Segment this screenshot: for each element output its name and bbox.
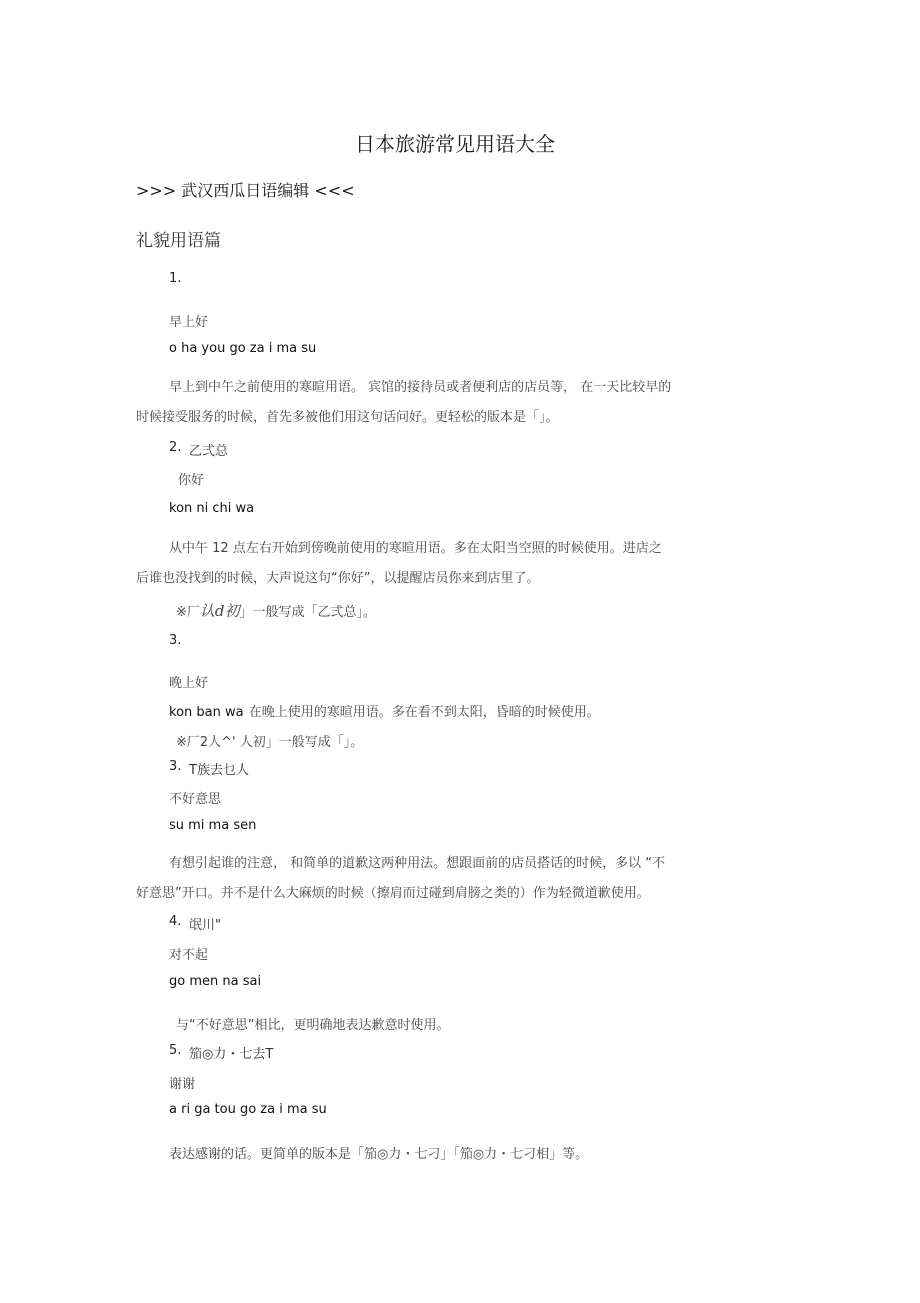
entry-number: 2. <box>169 440 182 455</box>
chinese-meaning: 早上好 <box>169 315 209 330</box>
description-line: 好意思”开口。并不是什么大麻烦的时候（擦肩而过碰到肩膀之类的）作为轻微道歉使用。 <box>136 886 650 901</box>
romaji: a ri ga tou go za i ma su <box>169 1102 327 1117</box>
section-title: 礼貌用语篇 <box>136 231 221 251</box>
description-line: 在晚上使用的寒暄用语。多在看不到太阳，昏暗的时候使用。 <box>248 705 600 720</box>
japanese-phrase: 乙弍总 <box>189 444 229 459</box>
page-title: 日本旅游常见用语大全 <box>355 132 555 156</box>
japanese-phrase: T族去乜人 <box>189 763 249 778</box>
romaji: kon ni chi wa <box>169 501 255 516</box>
description-line: 与“不好意思”相比，更明确地表达歉意时使用。 <box>176 1018 450 1033</box>
japanese-phrase: 氓川" <box>189 918 221 933</box>
entry-number: 1. <box>169 271 182 286</box>
note-suffix: 」一般写成「乙弍总」。 <box>239 605 377 620</box>
chinese-meaning: 不好意思 <box>169 792 222 807</box>
entry-number: 3. <box>169 633 182 648</box>
description-line: 后谁也没找到的时候，大声说这句“你好”，以提醒店员你来到店里了。 <box>136 571 540 586</box>
romaji: kon ban wa <box>169 705 244 720</box>
usage-note <box>176 600 376 621</box>
description-line: 表达感谢的话。更简单的版本是「笳◎力・七刁」「笳◎力・七刁相」等。 <box>169 1147 589 1162</box>
chinese-meaning: 对不起 <box>169 948 209 963</box>
usage-note: ※厂2人^' 人初」一般写成「」。 <box>176 735 364 750</box>
description-line: 早上到中午之前使用的寒暄用语。 宾馆的接待员或者便利店的店员等， 在一天比较早的 <box>169 380 672 395</box>
entry-number: 4. <box>169 914 182 929</box>
entry-number: 5. <box>169 1043 182 1058</box>
romaji-with-description <box>169 701 600 720</box>
description-line: 时候接受服务的时候，首先多被他们用这句话问好。更轻松的版本是「」。 <box>136 410 559 425</box>
romaji: go men na sai <box>169 974 262 989</box>
chinese-meaning: 谢谢 <box>169 1077 196 1092</box>
chinese-meaning: 晚上好 <box>169 676 209 691</box>
entry-number: 3. <box>169 759 182 774</box>
romaji: su mi ma sen <box>169 818 257 833</box>
japanese-phrase: 笳◎力・七去T <box>189 1047 274 1062</box>
description-line: 有想引起谁的注意， 和简单的道歉这两种用法。想跟面前的店员搭话的时候，多以 “不 <box>169 856 666 871</box>
editor-line: >>> 武汉西瓜日语编辑 <<< <box>136 181 355 200</box>
note-prefix: ※厂 <box>176 605 200 620</box>
note-styled-text: 认d初 <box>199 602 240 620</box>
romaji: o ha you go za i ma su <box>169 341 317 356</box>
description-line: 从中午 12 点左右开始到傍晚前使用的寒暄用语。多在太阳当空照的时候使用。进店之 <box>169 541 662 556</box>
chinese-meaning: 你好 <box>178 473 205 488</box>
